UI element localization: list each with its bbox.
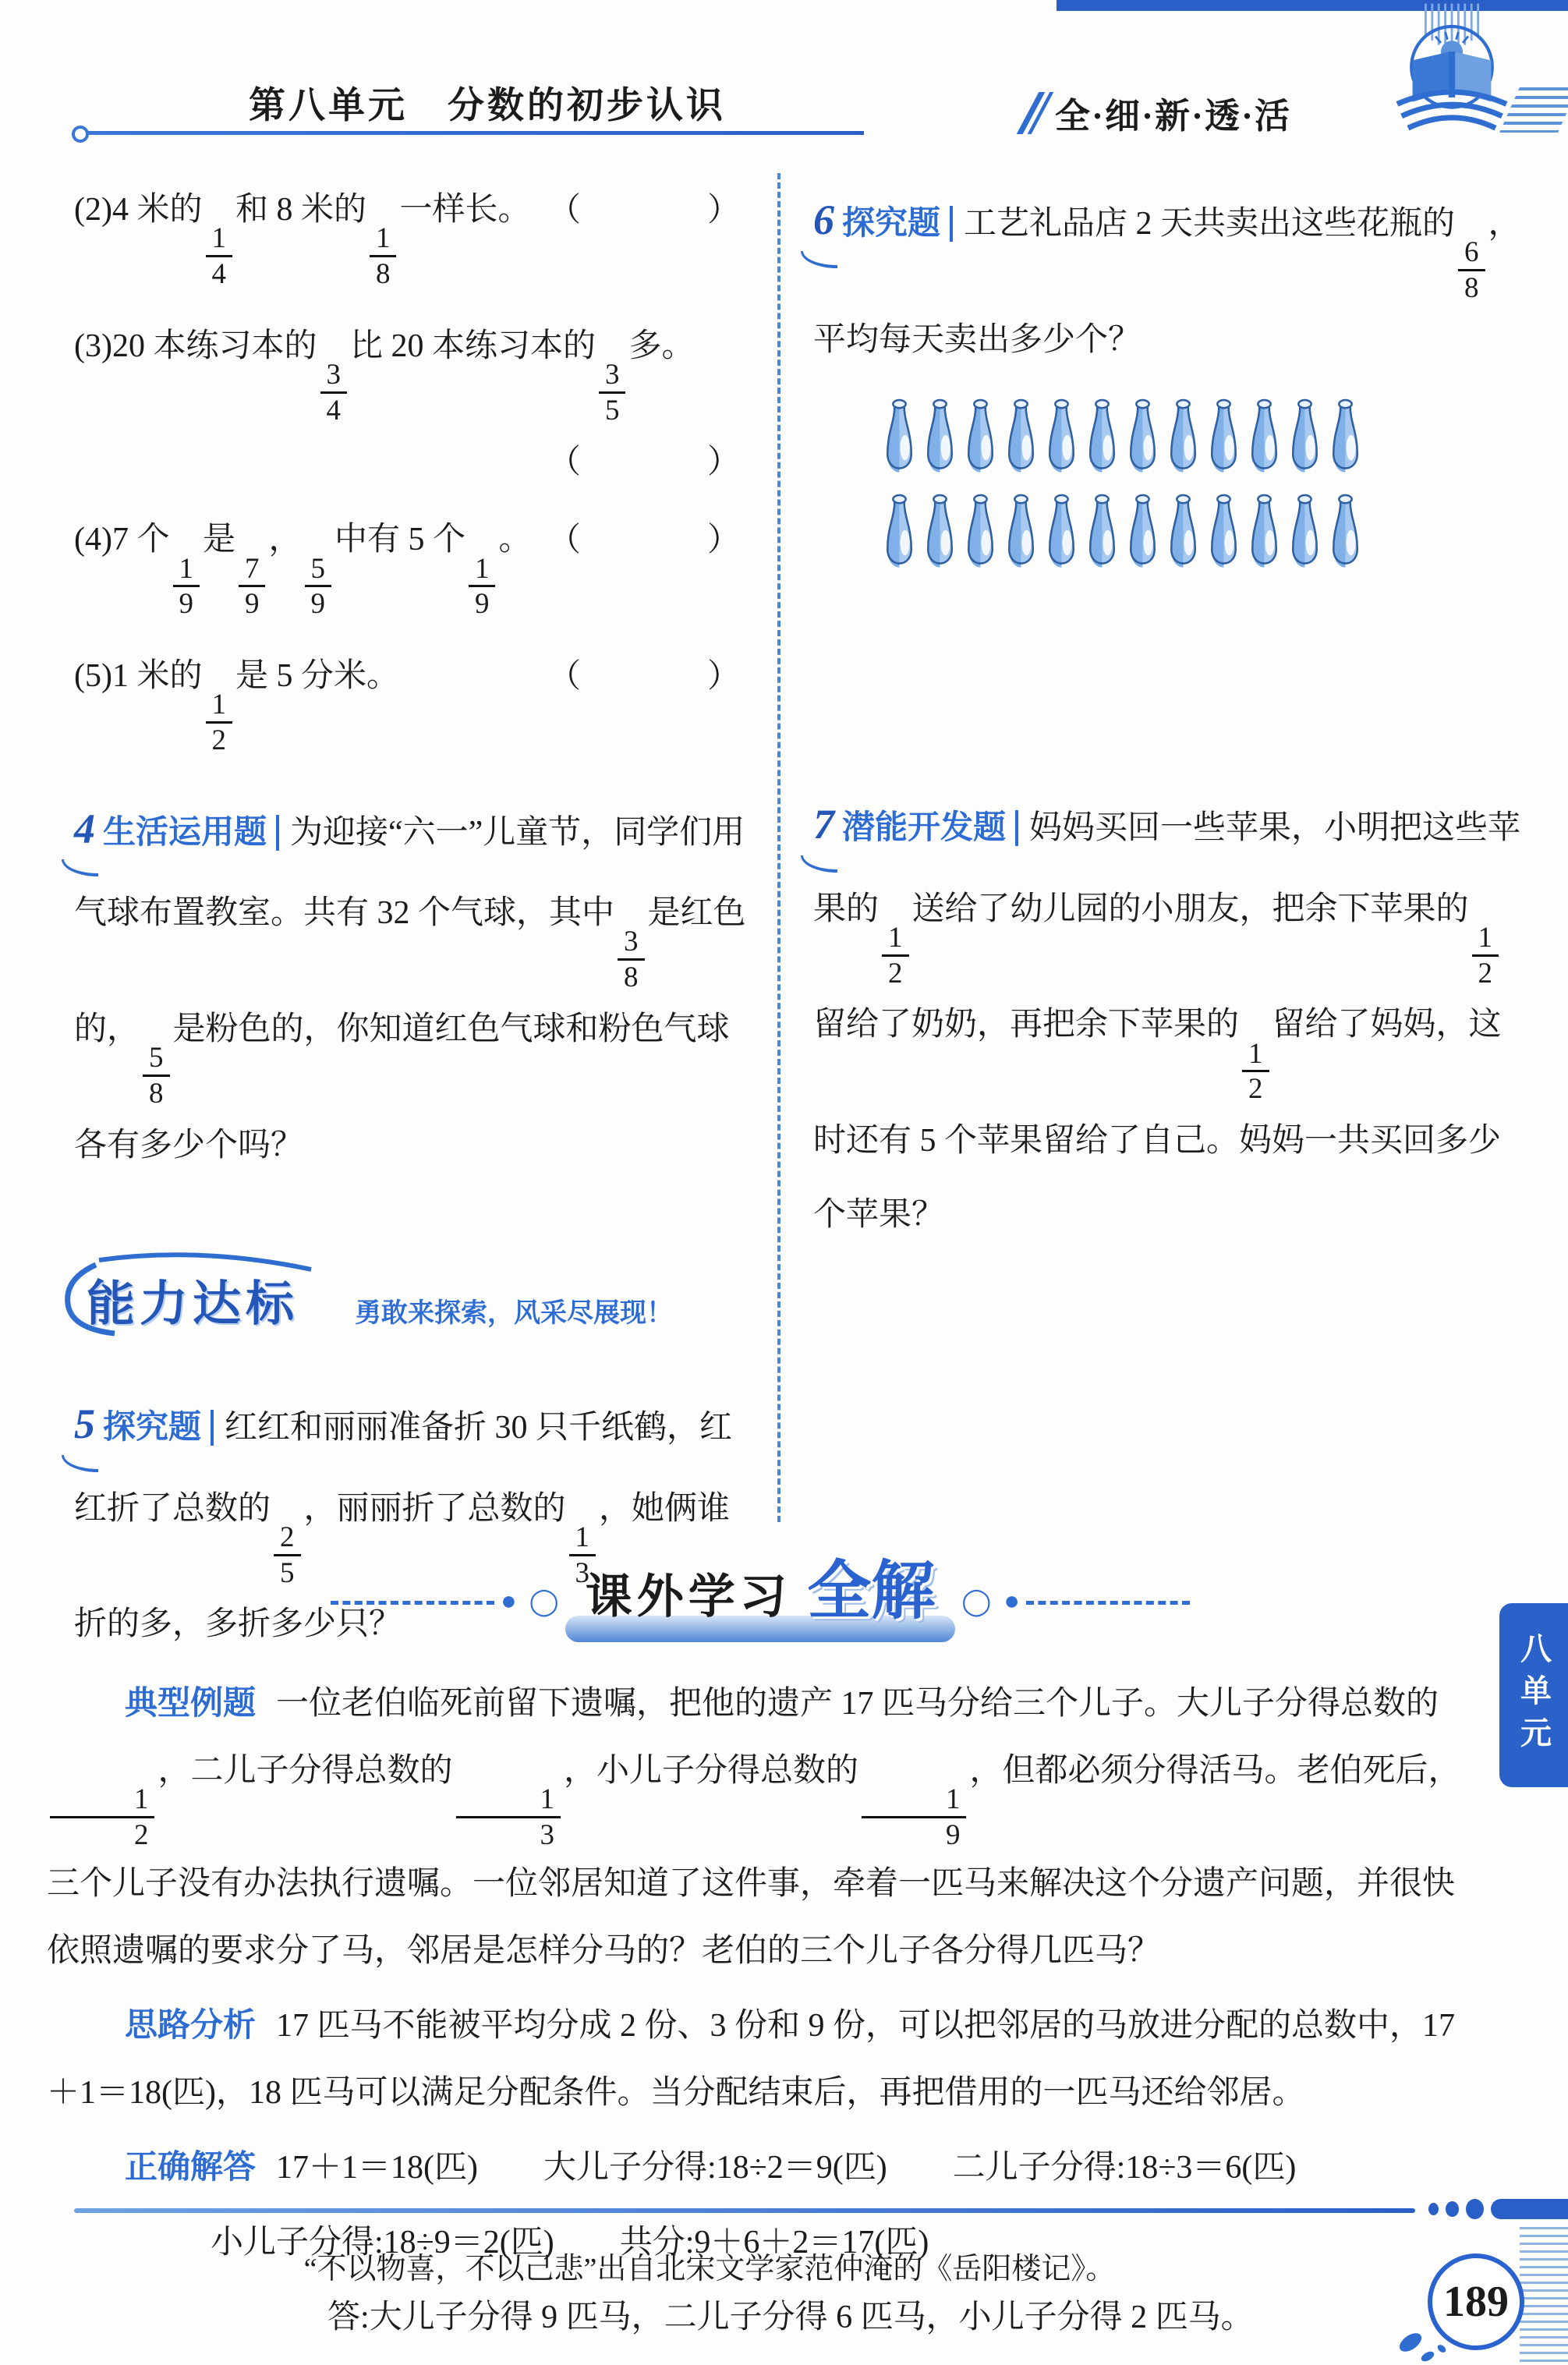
slogan-text: 全·细·新·透·活 — [1055, 97, 1292, 136]
footer-quote: “不以物喜，不以己悲”出自北宋文学家范仲淹的《岳阳楼记》。 — [303, 2253, 1116, 2285]
banner-ring-right: ◯ — [961, 1587, 992, 1616]
problem-type-label: 潜能开发题 — [842, 810, 1018, 846]
blue-vase-icon — [963, 494, 998, 582]
blue-vase-icon — [1085, 494, 1120, 582]
ability-badge — [74, 1257, 760, 1351]
vase-row — [882, 494, 1531, 582]
example-label: 典型例题 — [125, 1686, 257, 1722]
solution-label: 正确解答 — [125, 2150, 257, 2186]
fraction: $\frac{1}{2}$ — [1242, 1039, 1269, 1105]
footer-rule — [74, 2208, 1415, 2213]
vase-row — [882, 398, 1531, 487]
rule-end-ring — [72, 126, 89, 143]
answer-blank: （ ） — [547, 659, 760, 696]
blue-vase-icon — [1166, 398, 1201, 487]
blue-vase-icon — [1247, 398, 1282, 487]
analysis-label: 思路分析 — [125, 2007, 257, 2044]
judge-statement: (2)4 米的 $\frac{1}{4}$ 和 8 米的 $\frac{1}{8}$ 一样长。 — [74, 192, 531, 289]
fraction: $\frac{1}{9}$ — [173, 554, 200, 620]
blue-vase-icon — [1003, 494, 1039, 582]
unit-side-tab: 八单元 — [1499, 1603, 1568, 1787]
fraction: $\frac{3}{5}$ — [599, 359, 625, 426]
blue-vase-icon — [1328, 494, 1363, 582]
problem-heading — [74, 805, 290, 852]
problem-heading — [813, 801, 1029, 848]
blue-vase-icon — [1044, 398, 1079, 487]
page-number: 189 — [1443, 2278, 1509, 2326]
problem-number: 5 — [74, 1377, 95, 1472]
blue-vase-icon — [922, 494, 957, 582]
fraction: $\frac{3}{8}$ — [618, 926, 644, 993]
problem-type-label: 探究题 — [103, 1410, 214, 1446]
answer-blank: （ ） — [547, 193, 760, 228]
reading-mascot-logo — [1386, 3, 1517, 146]
problem-type-label: 生活运用题 — [103, 815, 279, 851]
problem-heading — [74, 1400, 225, 1448]
blue-vase-icon — [1206, 494, 1241, 582]
fraction: $\frac{1}{8}$ — [370, 223, 396, 289]
section-banner — [47, 1540, 1474, 1642]
analysis-text: 17 匹马不能被平均分成 2 份、3 份和 9 份，可以把邻居的马放进分配的总数中，17＋1＝18(匹)，18 匹马可以满足分配条件。当分配结束后，再把借用的一匹马还给邻居。 — [47, 2007, 1456, 2112]
fraction: $\frac{3}{4}$ — [320, 359, 347, 426]
judge-statement: (4)7 个 $\frac{1}{9}$ 是 $\frac{7}{9}$ ， $\frac{5}{9}$ 中有 5 个 $\frac{1}{9}$ 。 — [74, 522, 532, 620]
page-title: 第八单元 分数的初步认识 — [249, 86, 726, 126]
analysis — [47, 1992, 1474, 2126]
judge-statement: (5)1 米的 $\frac{1}{2}$ 是 5 分米。 — [74, 658, 399, 756]
blue-vase-icon — [1044, 494, 1079, 582]
banner-title-black: 课外学习 — [585, 1571, 791, 1623]
fraction: $\frac{2}{5}$ — [274, 1522, 300, 1588]
typical-example: 典型例题 一位老伯临死前留下遗嘱，把他的遗产 17 匹马分给三个儿子。大儿子分得总数的 $\frac{1}{2}$ ，二儿子分得总数的 $\frac{1}{3}$ ，小儿子分得总数的 $\frac{1}{9}$ ，但都必须分得活马。老伯死后，三个儿子没有办法执行遗嘱。一位邻居知道了这件事，牵着一匹马来解决这个分遗产问题，并很快依照遗嘱的要求分了马，邻居是怎样分马的？老伯的三个儿子各分得几匹马？ — [47, 1686, 1461, 1969]
fraction: $\frac{1}{2}$ — [882, 922, 908, 989]
judge-item-3 — [74, 310, 760, 483]
fraction: $\frac{1}{3}$ — [569, 1522, 596, 1588]
solution-line-1 — [47, 2134, 1474, 2201]
banner-dash-left — [331, 1601, 494, 1605]
fraction: $\frac{5}{9}$ — [305, 554, 331, 620]
right-column — [780, 173, 1531, 1530]
banner-dot-left: ● — [501, 1586, 517, 1616]
fraction: $\frac{1}{9}$ — [862, 1784, 966, 1850]
problem-5: 5 探究题 红红和丽丽准备折 30 只千纸鹤，红红折了总数的 $\frac{2}{5}$ ，丽丽折了总数的 $\frac{1}{3}$ ，她俩谁折的多，多折多少只？ — [74, 1377, 760, 1662]
vase-illustration — [882, 398, 1531, 582]
blue-vase-icon — [1085, 398, 1120, 487]
judge-item-4 — [74, 503, 760, 619]
banner-ring-left: ◯ — [529, 1587, 559, 1616]
footer-dots-decoration — [1428, 2199, 1568, 2219]
blue-vase-icon — [1287, 494, 1322, 582]
problem-7: 7 潜能开发题 妈妈买回一些苹果，小明把这些苹果的 $\frac{1}{2}$ 送给了幼儿园的小朋友，把余下苹果的 $\frac{1}{2}$ 留给了奶奶，再把余下苹果的 $\frac{1}{2}$ 留给了妈妈，这时还有 5 个苹果留给了自己。妈妈一共买回多少个苹果？ — [813, 777, 1531, 1252]
blue-vase-icon — [882, 494, 917, 582]
fraction: $\frac{6}{8}$ — [1458, 237, 1485, 303]
banner-dot-right: ● — [1003, 1586, 1020, 1616]
fraction: $\frac{1}{4}$ — [206, 223, 232, 289]
solution-answer: 答:大儿子分得 9 匹马，二儿子分得 6 匹马，小儿子分得 2 匹马。 — [327, 2300, 1254, 2336]
problem-number: 7 — [813, 777, 834, 873]
problem-heading — [813, 196, 964, 243]
judge-item-2 — [74, 173, 760, 289]
problem-number: 4 — [74, 782, 95, 877]
blue-vase-icon — [1003, 398, 1039, 487]
problem-type-label: 探究题 — [842, 206, 953, 242]
blue-vase-icon — [1328, 398, 1363, 487]
judge-statement: (3)20 本练习本的 $\frac{3}{4}$ 比 20 本练习本的 $\frac{3}{5}$ 多。 — [74, 327, 695, 426]
banner-title-blue: 全解 — [807, 1556, 936, 1627]
fraction: $\frac{5}{8}$ — [143, 1043, 169, 1109]
blue-vase-icon — [1125, 494, 1160, 582]
judge-item-5 — [74, 639, 760, 756]
blue-vase-icon — [922, 398, 957, 487]
footer-bar-decoration — [1491, 2199, 1568, 2219]
header-rule — [84, 131, 864, 135]
problem-number: 6 — [813, 173, 834, 268]
blue-vase-icon — [1247, 494, 1282, 582]
fraction: $\frac{1}{9}$ — [469, 554, 495, 620]
badge-subtitle: 勇敢来探索，风采尽展现！ — [355, 1299, 673, 1329]
answer-blank: （ ） — [547, 444, 760, 481]
badge-title: 能力达标 — [87, 1278, 299, 1332]
answer-blank: （ ） — [547, 522, 760, 559]
margin-hatch-decoration — [1520, 2227, 1568, 2365]
slogan — [1028, 87, 1291, 138]
blue-vase-icon — [1287, 398, 1322, 487]
solution-line-2: 小儿子分得:18÷9＝2(匹) 共分:9＋6＋2＝17(匹) — [211, 2225, 929, 2261]
problem-4: 4 生活运用题 为迎接“六一”儿童节，同学们用气球布置教室。共有 32 个气球，其中 $\frac{3}{8}$ 是红色的， $\frac{5}{8}$ 是粉色的，你知道红色气球和粉色气球各有多少个吗？ — [74, 782, 760, 1182]
fraction: $\frac{1}{2}$ — [1472, 922, 1499, 989]
problem-6: 6 探究题 工艺礼品店 2 天共卖出这些花瓶的 $\frac{6}{8}$ ，平均每天卖出多少个？ — [813, 173, 1531, 377]
extra-learning-section — [47, 1540, 1474, 2359]
blue-vase-icon — [1166, 494, 1201, 582]
leaf-decoration — [1396, 2325, 1451, 2365]
blue-vase-icon — [963, 398, 998, 487]
blue-vase-icon — [1125, 398, 1160, 487]
banner-core — [565, 1540, 956, 1642]
blue-vase-icon — [882, 398, 917, 487]
fraction: $\frac{7}{9}$ — [239, 554, 265, 620]
fraction: $\frac{1}{2}$ — [50, 1784, 154, 1850]
fraction: $\frac{1}{2}$ — [206, 689, 232, 756]
fraction: $\frac{1}{3}$ — [456, 1784, 561, 1850]
blue-vase-icon — [1206, 398, 1241, 487]
banner-dash-right — [1026, 1601, 1190, 1605]
solution-text: 17＋1＝18(匹) 大儿子分得:18÷2＝9(匹) 二儿子分得:18÷3＝6(匹) — [276, 2150, 1297, 2186]
